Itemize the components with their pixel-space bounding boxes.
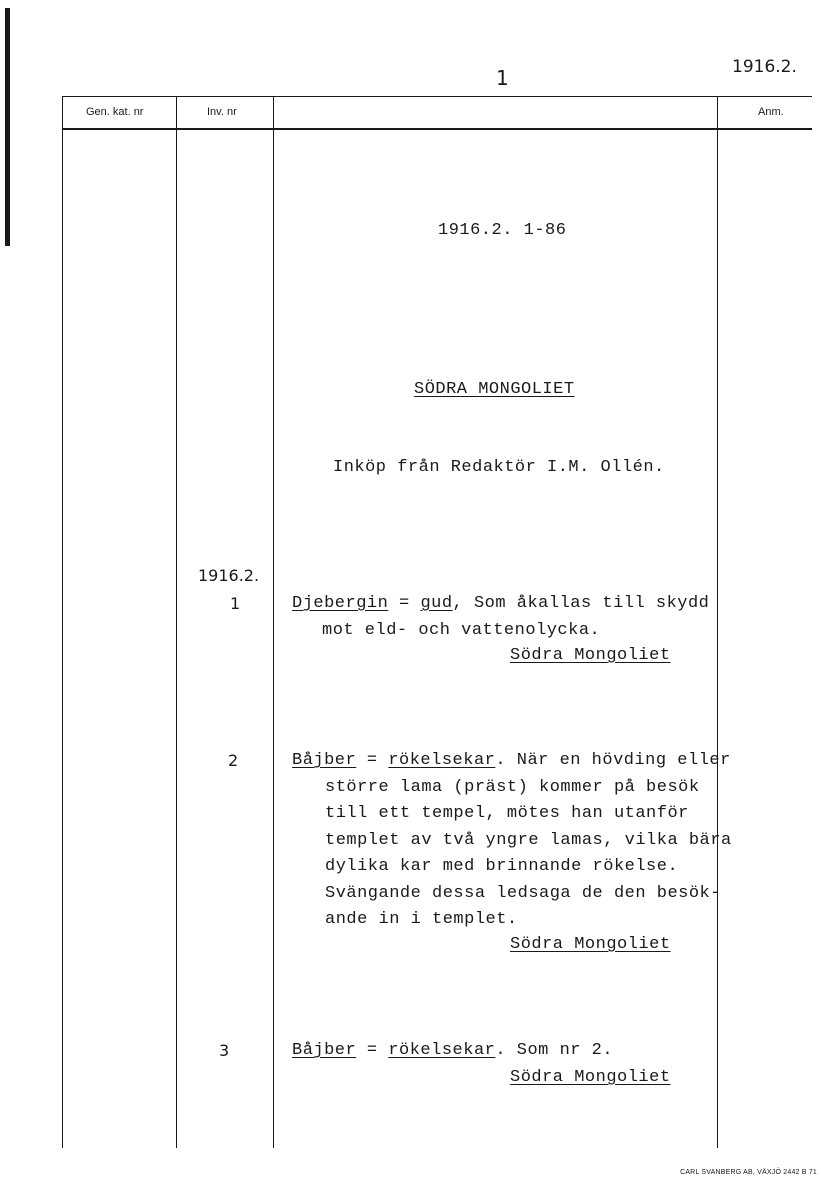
entry-1-number: 1 — [230, 594, 241, 613]
col-divider-desc-anm — [717, 96, 718, 1148]
entry-1-term: Djebergin — [292, 594, 389, 613]
entry-2-eq: = — [356, 751, 389, 770]
entry-1-prefix: 1916.2. — [198, 566, 260, 585]
entry-1-eq: = — [388, 594, 421, 613]
header-inv-nr: Inv. nr — [207, 106, 237, 118]
col-divider-left — [62, 96, 63, 1148]
left-margin-bar — [5, 8, 10, 246]
inventory-range: 1916.2. 1-86 — [438, 221, 567, 240]
entry-2-line-1 — [292, 751, 731, 770]
page-number: 1 — [496, 66, 509, 90]
entry-3-text: . Som nr 2. — [495, 1041, 614, 1060]
acquisition-note: Inköp från Redaktör I.M. Ollén. — [333, 458, 665, 477]
entry-1-region: Södra Mongoliet — [510, 646, 671, 665]
entry-2-line-7: ande in i templet. — [325, 910, 518, 929]
entry-2-line-5: dylika kar med brinnande rökelse. — [325, 857, 679, 876]
col-divider-inv-desc — [273, 96, 274, 1148]
entry-2-text: . När en hövding eller — [495, 751, 731, 770]
entry-2-number: 2 — [228, 751, 239, 770]
header-anm: Anm. — [758, 106, 784, 118]
entry-2-region: Södra Mongoliet — [510, 935, 671, 954]
entry-3-number: 3 — [219, 1041, 230, 1060]
entry-2-term: Båjber — [292, 751, 357, 770]
header-gen-kat-nr: Gen. kat. nr — [86, 106, 144, 118]
entry-3-term: Båjber — [292, 1041, 357, 1060]
entry-1-text: , Som åkallas till skydd — [452, 594, 710, 613]
entry-3-eq: = — [356, 1041, 389, 1060]
entry-2-line-6: Svängande dessa ledsaga de den besök- — [325, 884, 721, 903]
entry-2-line-3: till ett tempel, mötes han utanför — [325, 804, 689, 823]
entry-2-meaning: rökelsekar — [388, 751, 496, 770]
entry-3-line-1 — [292, 1041, 613, 1060]
entry-2-line-4: templet av två yngre lamas, vilka bära — [325, 831, 732, 850]
entry-3-meaning: rökelsekar — [388, 1041, 496, 1060]
table-header-border — [62, 128, 812, 130]
entry-2-line-2: större lama (präst) kommer på besök — [325, 778, 700, 797]
col-divider-gen-inv — [176, 96, 177, 1148]
catalog-number: 1916.2. — [732, 57, 797, 77]
entry-1-line-2: mot eld- och vattenolycka. — [322, 621, 601, 640]
entry-3-region: Södra Mongoliet — [510, 1068, 671, 1087]
entry-1-meaning: gud — [420, 594, 453, 613]
entry-1-line-1 — [292, 594, 709, 613]
region-title: SÖDRA MONGOLIET — [414, 380, 575, 399]
printer-mark: CARL SVANBERG AB, VÄXJÖ 2442 B 71 — [680, 1169, 817, 1176]
table-top-border — [62, 96, 812, 97]
